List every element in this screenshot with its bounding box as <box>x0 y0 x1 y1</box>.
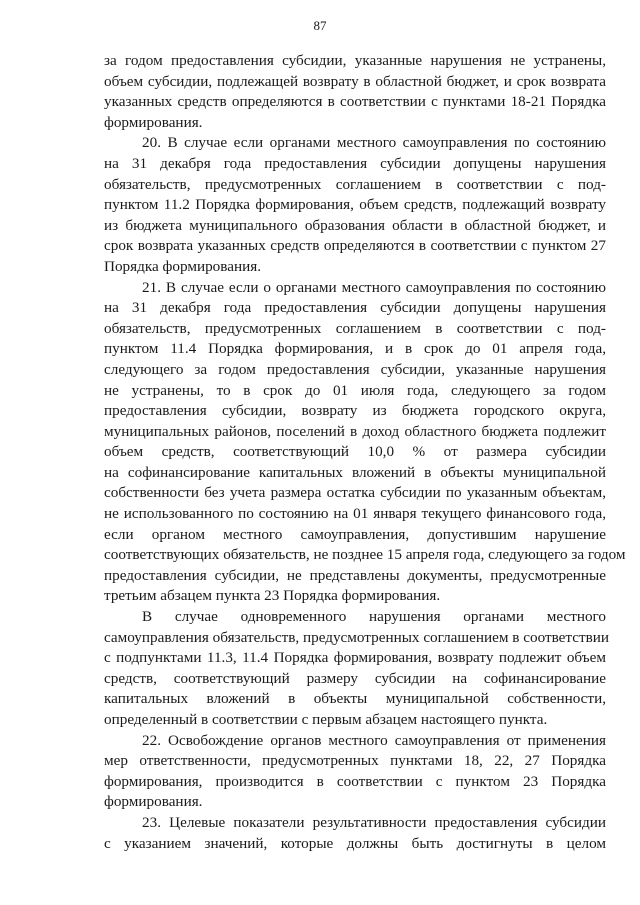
text-line: на софинансирование капитальных вложений в объекты муниципальной <box>104 463 606 481</box>
text-line: объем средств, соответствующий 10,0 % от размера субсидии <box>104 443 606 461</box>
text-line: определенный в соответствии с первым абзацем настоящего пункта. <box>104 711 548 728</box>
text-line: мер ответственности, предусмотренных пунктами 18, 22, 27 Порядка <box>104 752 606 770</box>
text-line: пунктом 11.2 Порядка формирования, объем средств, подлежащий возврату <box>104 196 606 214</box>
paragraph-continuation <box>104 51 606 133</box>
text-line: 22. Освобождение органов местного самоуправления от применения <box>142 731 606 749</box>
text-line: обязательств, предусмотренных соглашением в соответствии с под- <box>104 175 606 193</box>
text-line: формирования. <box>104 113 203 131</box>
text-line: муниципальных районов, поселений в доход областного бюджета подлежит <box>104 422 606 440</box>
paragraph-23 <box>104 813 606 854</box>
text-line: указанных средств определяются в соответствии с пунктами 18-21 Порядка <box>104 93 606 111</box>
text-line: предоставления субсидии, не представлены документы, предусмотренные <box>104 566 606 584</box>
text-line: на 31 декабря года предоставления субсидии допущены нарушения <box>104 299 606 317</box>
text-line: из бюджета муниципального образования области в областной бюджет, и <box>104 216 606 234</box>
text-line: 20. В случае если органами местного самоуправления по состоянию <box>142 134 606 152</box>
text-line: формирования. <box>104 793 203 811</box>
text-line: если органом местного самоуправления, допустившим нарушение <box>104 525 606 543</box>
text-line: не использованного по состоянию на 01 января текущего финансового года, <box>104 505 606 523</box>
text-line: собственности без учета размера остатка субсидии по указанным объектам, <box>104 484 606 502</box>
text-line: следующего за годом предоставления субсидии, указанные нарушения <box>104 360 606 378</box>
paragraph-21-second <box>104 607 610 731</box>
text-line: В случае одновременного нарушения органами местного <box>142 608 606 626</box>
page-number: 87 <box>313 18 327 33</box>
text-line: капитальных вложений в объекты муниципальной собственности, <box>104 690 606 708</box>
text-line: 23. Целевые показатели результативности предоставления субсидии <box>142 813 606 831</box>
text-line: 21. В случае если о органами местного самоуправления по состоянию <box>142 278 606 296</box>
text-line: Порядка формирования. <box>104 257 262 275</box>
text-line: объем субсидии, подлежащей возврату в областной бюджет, и срок возврата <box>104 72 606 90</box>
paragraph-22 <box>104 731 606 813</box>
paragraph-21 <box>104 278 626 608</box>
text-line: за годом предоставления субсидии, указанные нарушения не устранены, <box>104 52 606 69</box>
text-line: самоуправления обязательств, предусмотренных соглашением в соответствии <box>104 628 610 646</box>
text-line: третьим абзацем пункта 23 Порядка формирования. <box>104 587 441 605</box>
text-line: формирования, производится в соответствии с пунктом 23 Порядка <box>104 772 606 790</box>
text-line: пунктом 11.4 Порядка формирования, и в срок до 01 апреля года, <box>104 340 606 358</box>
text-line: предоставления субсидии, возврату из бюджета городского округа, <box>104 402 606 420</box>
text-line: на 31 декабря года предоставления субсидии допущены нарушения <box>104 154 606 172</box>
text-line: с указанием значений, которые должны быть достигнуты в целом <box>104 834 606 852</box>
text-line: обязательств, предусмотренных соглашением в соответствии с под- <box>104 319 606 337</box>
text-line: средств, соответствующий размеру субсидии на софинансирование <box>104 669 606 687</box>
document-body <box>104 51 626 854</box>
text-line: с подпунктами 11.3, 11.4 Порядка формирования, возврату подлежит объем <box>104 649 606 667</box>
text-line: срок возврата указанных средств определяются в соответствии с пунктом 27 <box>104 237 606 255</box>
text-line: не устранены, то в срок до 01 июля года, следующего за годом <box>104 381 606 399</box>
text-line: соответствующих обязательств, не позднее 15 апреля года, следующего за годом <box>104 546 626 564</box>
paragraph-20 <box>104 133 606 277</box>
